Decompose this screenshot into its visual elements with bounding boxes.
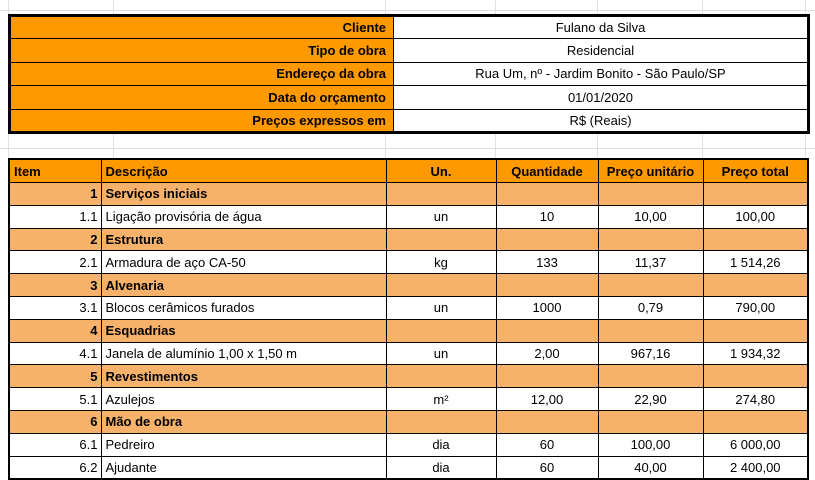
cell-item[interactable]: 6 xyxy=(9,410,101,433)
detail-row xyxy=(9,433,808,456)
cell-un[interactable]: un xyxy=(386,342,496,365)
header-cell-quantidade[interactable]: Quantidade xyxy=(496,159,598,183)
cell-preco-total[interactable] xyxy=(703,274,808,297)
cell-preco-unitario[interactable]: 11,37 xyxy=(598,251,703,274)
cell-un[interactable]: un xyxy=(386,205,496,228)
budget-table-body xyxy=(9,183,808,479)
cell-descricao[interactable]: Ajudante xyxy=(101,456,386,479)
cell-item[interactable]: 3.1 xyxy=(9,296,101,319)
header-cell-item[interactable]: Item xyxy=(9,159,101,183)
cell-un[interactable]: dia xyxy=(386,456,496,479)
cell-descricao[interactable]: Alvenaria xyxy=(101,274,386,297)
cell-descricao[interactable]: Ligação provisória de água xyxy=(101,205,386,228)
cell-preco-total[interactable]: 790,00 xyxy=(703,296,808,319)
cell-preco-unitario[interactable]: 100,00 xyxy=(598,433,703,456)
cell-un[interactable] xyxy=(386,274,496,297)
detail-row xyxy=(9,296,808,319)
cell-preco-unitario[interactable] xyxy=(598,410,703,433)
cell-item[interactable]: 1 xyxy=(9,183,101,206)
cell-un[interactable] xyxy=(386,410,496,433)
cell-item[interactable]: 6.2 xyxy=(9,456,101,479)
cell-preco-total[interactable]: 6 000,00 xyxy=(703,433,808,456)
cell-preco-total[interactable] xyxy=(703,183,808,206)
info-table-body xyxy=(10,16,809,133)
gridline xyxy=(0,148,815,149)
section-row xyxy=(9,365,808,388)
cell-un[interactable]: un xyxy=(386,296,496,319)
cell-descricao[interactable]: Mão de obra xyxy=(101,410,386,433)
info-label-cell[interactable]: Cliente xyxy=(10,16,394,39)
cell-quantidade[interactable]: 2,00 xyxy=(496,342,598,365)
cell-preco-total[interactable] xyxy=(703,319,808,342)
cell-un[interactable] xyxy=(386,183,496,206)
cell-quantidade[interactable]: 60 xyxy=(496,456,598,479)
cell-item[interactable]: 6.1 xyxy=(9,433,101,456)
cell-preco-unitario[interactable]: 967,16 xyxy=(598,342,703,365)
cell-preco-unitario[interactable]: 40,00 xyxy=(598,456,703,479)
budget-header-row xyxy=(9,159,808,183)
section-row xyxy=(9,274,808,297)
cell-preco-unitario[interactable] xyxy=(598,365,703,388)
cell-quantidade[interactable] xyxy=(496,274,598,297)
cell-item[interactable]: 1.1 xyxy=(9,205,101,228)
info-label-cell[interactable]: Endereço da obra xyxy=(10,62,394,85)
cell-descricao[interactable]: Serviços iniciais xyxy=(101,183,386,206)
info-row xyxy=(10,16,809,39)
cell-descricao[interactable]: Revestimentos xyxy=(101,365,386,388)
cell-un[interactable]: dia xyxy=(386,433,496,456)
cell-descricao[interactable]: Esquadrias xyxy=(101,319,386,342)
cell-quantidade[interactable]: 12,00 xyxy=(496,388,598,411)
cell-preco-unitario[interactable] xyxy=(598,319,703,342)
cell-preco-unitario[interactable] xyxy=(598,183,703,206)
cell-preco-unitario[interactable]: 0,79 xyxy=(598,296,703,319)
section-row xyxy=(9,228,808,251)
cell-preco-unitario[interactable]: 22,90 xyxy=(598,388,703,411)
gridline xyxy=(0,10,815,11)
cell-item[interactable]: 5.1 xyxy=(9,388,101,411)
info-block xyxy=(8,14,810,134)
cell-quantidade[interactable]: 1000 xyxy=(496,296,598,319)
cell-item[interactable]: 4.1 xyxy=(9,342,101,365)
cell-preco-total[interactable] xyxy=(703,365,808,388)
cell-quantidade[interactable] xyxy=(496,365,598,388)
section-row xyxy=(9,319,808,342)
info-label-cell[interactable]: Data do orçamento xyxy=(10,86,394,109)
cell-descricao[interactable]: Estrutura xyxy=(101,228,386,251)
cell-quantidade[interactable]: 10 xyxy=(496,205,598,228)
budget-table xyxy=(8,158,809,480)
cell-descricao[interactable]: Pedreiro xyxy=(101,433,386,456)
info-row xyxy=(10,39,809,62)
cell-item[interactable]: 4 xyxy=(9,319,101,342)
cell-un[interactable] xyxy=(386,365,496,388)
cell-quantidade[interactable] xyxy=(496,319,598,342)
cell-descricao[interactable]: Armadura de aço CA-50 xyxy=(101,251,386,274)
cell-preco-total[interactable] xyxy=(703,228,808,251)
cell-quantidade[interactable] xyxy=(496,183,598,206)
cell-item[interactable]: 5 xyxy=(9,365,101,388)
cell-preco-unitario[interactable]: 10,00 xyxy=(598,205,703,228)
cell-un[interactable] xyxy=(386,319,496,342)
info-value-cell[interactable]: 01/01/2020 xyxy=(394,86,809,109)
cell-un[interactable]: m² xyxy=(386,388,496,411)
cell-preco-total[interactable]: 1 514,26 xyxy=(703,251,808,274)
cell-preco-unitario[interactable] xyxy=(598,274,703,297)
info-label-cell[interactable]: Preços expressos em xyxy=(10,109,394,132)
section-row xyxy=(9,410,808,433)
info-value-cell[interactable]: Fulano da Silva xyxy=(394,16,809,39)
info-value-cell[interactable]: Rua Um, nº - Jardim Bonito - São Paulo/SP xyxy=(394,62,809,85)
header-cell-descricao[interactable]: Descrição xyxy=(101,159,386,183)
cell-descricao[interactable]: Blocos cerâmicos furados xyxy=(101,296,386,319)
info-row xyxy=(10,109,809,132)
cell-un[interactable] xyxy=(386,228,496,251)
cell-item[interactable]: 2.1 xyxy=(9,251,101,274)
cell-descricao[interactable]: Azulejos xyxy=(101,388,386,411)
cell-quantidade[interactable]: 60 xyxy=(496,433,598,456)
info-row xyxy=(10,86,809,109)
cell-preco-total[interactable]: 1 934,32 xyxy=(703,342,808,365)
detail-row xyxy=(9,388,808,411)
cell-quantidade[interactable] xyxy=(496,410,598,433)
section-row xyxy=(9,183,808,206)
cell-un[interactable]: kg xyxy=(386,251,496,274)
cell-item[interactable]: 3 xyxy=(9,274,101,297)
detail-row xyxy=(9,456,808,479)
cell-item[interactable]: 2 xyxy=(9,228,101,251)
cell-quantidade[interactable] xyxy=(496,228,598,251)
header-cell-un[interactable]: Un. xyxy=(386,159,496,183)
detail-row xyxy=(9,251,808,274)
info-value-cell[interactable]: Residencial xyxy=(394,39,809,62)
cell-preco-total[interactable]: 2 400,00 xyxy=(703,456,808,479)
cell-descricao[interactable]: Janela de alumínio 1,00 x 1,50 m xyxy=(101,342,386,365)
cell-preco-total[interactable] xyxy=(703,410,808,433)
cell-quantidade[interactable]: 133 xyxy=(496,251,598,274)
cell-preco-total[interactable]: 100,00 xyxy=(703,205,808,228)
cell-preco-unitario[interactable] xyxy=(598,228,703,251)
cell-preco-total[interactable]: 274,80 xyxy=(703,388,808,411)
header-cell-preco-unitario[interactable]: Preço unitário xyxy=(598,159,703,183)
detail-row xyxy=(9,342,808,365)
info-label-cell[interactable]: Tipo de obra xyxy=(10,39,394,62)
info-value-cell[interactable]: R$ (Reais) xyxy=(394,109,809,132)
header-cell-preco-total[interactable]: Preço total xyxy=(703,159,808,183)
detail-row xyxy=(9,205,808,228)
info-row xyxy=(10,62,809,85)
